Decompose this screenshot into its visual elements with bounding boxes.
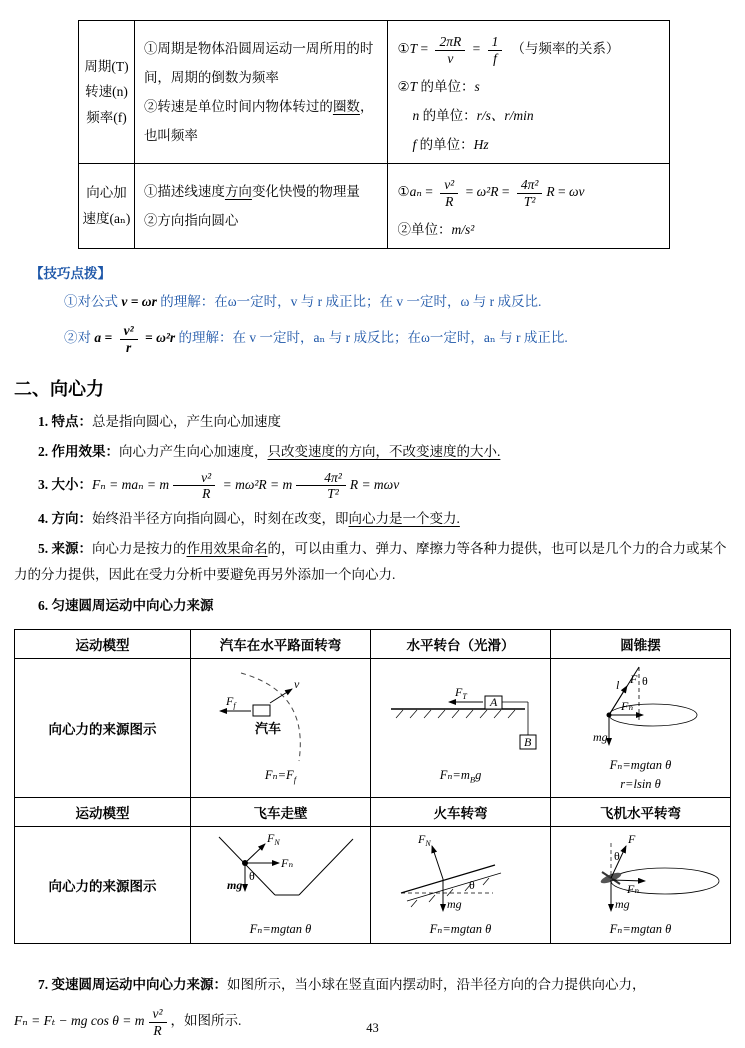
angle-label: θ	[469, 878, 475, 893]
angle-label: θ	[614, 849, 620, 864]
fraction-4pi2-T2: $\frac{\text{4π²}}{\text{T²}}$	[517, 177, 543, 209]
item-7-varying-speed: 7. 变速圆周运动中向心力来源：如图所示，当小球在竖直面内摆动时，沿半径方向的合力提供向心力，	[38, 976, 646, 992]
train-caption: Fₙ=mgtan θ	[429, 922, 492, 937]
hatch-lines	[396, 710, 515, 718]
plane-caption: Fₙ=mgtan θ	[609, 922, 672, 937]
unit-n: n 的单位：r/s、r/min	[412, 108, 534, 124]
conical-pendulum-cell	[551, 658, 731, 797]
item-5-source: 5. 来源：向心力是按力的作用效果命名的，可以由重力、弹力、摩擦力等各种力提供，也可以是几个力的合力或某个力的分力提供，因此在受力分析中要避免再另外添加一个向心力.	[14, 541, 727, 583]
period-description-cell	[134, 21, 388, 164]
fraction-v2-R: $\frac{\text{v²}}{R}$	[173, 470, 215, 502]
lift-force-label: F	[628, 832, 636, 847]
tips-title: 【技巧点拨】	[30, 266, 111, 282]
item-3-magnitude: 3. 大小：Fₙ = maₙ = m $\frac{\text{v²}}{R}$ = mω²R = m $\frac{\text{4π²}}{\text{T²}}$ R = mωv	[38, 469, 400, 502]
header-wall-riding: 飞车走壁	[191, 798, 371, 827]
car-box	[253, 705, 270, 716]
row-label-period	[79, 21, 135, 164]
item-1-feature: 1. 特点：总是指向圆心，产生向心加速度	[38, 414, 281, 430]
period-acceleration-table	[78, 20, 670, 249]
speed-definition: ②转速是单位时间内物体转过的圈数，也叫频率	[143, 99, 374, 144]
normal-force-label: $F_N$	[418, 832, 431, 849]
pendulum-caption-1: Fₙ=mgtan θ	[609, 757, 672, 772]
turntable-caption: $F_n=m_Bg$	[439, 767, 482, 784]
turntable-diagram	[373, 669, 553, 763]
angle-label: θ	[642, 673, 648, 688]
tip-2: ②对 a = $\frac{\text{v²}}{r}$ = ω²r 的理解：在 v 一定时，aₙ 与 r 成反比；在ω一定时，aₙ 与 r 成正比.	[64, 323, 568, 355]
normal-force-arrow	[245, 844, 265, 863]
row-label-diagram-2: 向心力的来源图示	[15, 827, 191, 944]
acceleration-formula-cell	[388, 164, 670, 249]
item-7-formula: Fₙ = Fₜ − mg cos θ = m $\frac{\text{v²}}{R}$ ，如图所示.	[14, 1006, 242, 1038]
acceleration-direction: ②方向指向圆心	[143, 213, 239, 229]
curved-path	[241, 673, 300, 761]
header-plane-turning: 飞机水平转弯	[551, 798, 731, 827]
period-definition: ①周期是物体沿圆周运动一周所用的时间，周期的倒数为频率	[143, 40, 374, 85]
row-label-acceleration	[79, 164, 135, 249]
tension-label: $F_T$	[455, 684, 467, 701]
acceleration-label-text: 向心加速度(aₙ)	[82, 185, 131, 227]
wall-caption: Fₙ=mgtan θ	[249, 922, 312, 937]
period-label-text: 周期(T)转速(n)频率(f)	[84, 58, 129, 125]
string-length-label: l	[616, 677, 620, 692]
angle-label: θ	[249, 869, 255, 884]
normal-force-label: $F_N$	[267, 831, 280, 848]
acceleration-formula: ①aₙ = $\frac{\text{v²}}{R}$ = ω²R = $\frac{\text{4π²}}{\text{T²}}$ R = ωv	[397, 177, 585, 209]
gravity-label: mg	[593, 729, 608, 744]
fraction-4pi2-T2: $\frac{\text{4π²}}{\text{T²}}$	[296, 470, 346, 502]
page-number: 43	[366, 1021, 379, 1036]
header-row-2	[15, 798, 731, 827]
tension-label: F	[630, 671, 638, 686]
conical-pendulum-diagram	[553, 661, 733, 753]
car-text-label: 汽车	[255, 720, 282, 736]
centripetal-label: Fₙ	[627, 882, 640, 897]
period-formula: ①T = $\frac{2\pi R}{v}$ = $\frac{1}{f}$ （与频率的关系）	[397, 34, 620, 66]
velocity-label: v	[294, 676, 300, 691]
unit-f: f 的单位：Hz	[412, 137, 489, 153]
acceleration-description-cell	[134, 164, 388, 249]
diagram-row-1	[15, 658, 731, 797]
block-A-label: A	[490, 694, 498, 709]
fraction-v2-R: $\frac{\text{v²}}{R}$	[440, 177, 458, 209]
pendulum-caption-2: r=lsin θ	[620, 776, 661, 791]
car-turning-diagram	[193, 669, 373, 763]
centripetal-label: Fₙ	[281, 856, 294, 871]
row-label-diagram: 向心力的来源图示	[15, 658, 191, 797]
section-heading: 二、向心力	[14, 379, 104, 400]
car-caption: $F_n=F_f$	[264, 767, 297, 784]
wall-riding-diagram	[193, 829, 373, 917]
header-conical-pendulum: 圆锥摆	[551, 629, 731, 658]
tip-1: ①对公式 v = ωr 的理解：在ω一定时，v 与 r 成正比；在 v 一定时，ω 与 r 成反比.	[64, 294, 542, 310]
table-row	[79, 164, 670, 249]
item-6-uniform-sources: 6. 匀速圆周运动中向心力来源	[38, 597, 214, 613]
acceleration-definition: ①描述线速度方向变化快慢的物理量	[143, 184, 360, 200]
plane-turning-diagram	[553, 829, 733, 917]
item-4-direction: 4. 方向：始终沿半径方向指向圆心，时刻在改变，即向心力是一个变力.	[38, 510, 460, 526]
tip-2-formula: a = $\frac{\text{v²}}{r}$ = ω²r	[94, 323, 176, 355]
unit-T: ②T 的单位：s	[397, 79, 480, 95]
gravity-label: mg	[447, 897, 462, 912]
header-car-turning: 汽车在水平路面转弯	[191, 629, 371, 658]
car-turning-cell	[191, 658, 371, 797]
header-row-1	[15, 629, 731, 658]
wall-riding-cell	[191, 827, 371, 944]
fraction-v2-R: $\frac{\text{v²}}{R}$	[149, 1006, 167, 1038]
gravity-label: mg	[227, 878, 243, 893]
fraction-2piR-v: $\frac{2\pi R}{v}$	[435, 34, 465, 66]
force-source-table	[14, 629, 731, 944]
diagram-row-2	[15, 827, 731, 944]
item-2-effect: 2. 作用效果：向心力产生向心加速度，只改变速度的方向，不改变速度的大小.	[38, 444, 501, 460]
turntable-cell	[371, 658, 551, 797]
header-motion-model-2: 运动模型	[15, 798, 191, 827]
gravity-label: mg	[615, 897, 630, 912]
right-wall	[299, 839, 353, 895]
header-train-turning: 火车转弯	[371, 798, 551, 827]
tips-section	[30, 262, 731, 355]
table-row	[79, 21, 670, 164]
header-turntable: 水平转台（光滑）	[371, 629, 551, 658]
friction-label: $F_f$	[226, 693, 236, 710]
train-turning-cell	[371, 827, 551, 944]
fraction-v2-r: $\frac{\text{v²}}{r}$	[120, 323, 138, 355]
centripetal-force-section	[14, 375, 731, 619]
train-turning-diagram	[373, 829, 553, 917]
velocity-arrow	[270, 689, 292, 703]
header-motion-model: 运动模型	[15, 629, 191, 658]
centripetal-label: Fₙ	[621, 698, 634, 713]
fraction-1-f: $\frac{1}{f}$	[488, 34, 503, 66]
period-formula-cell	[388, 21, 670, 164]
normal-force-arrow	[432, 846, 443, 879]
block-B-label: B	[524, 734, 532, 749]
unit-an: ②单位：m/s²	[397, 222, 475, 238]
plane-turning-cell	[551, 827, 731, 944]
